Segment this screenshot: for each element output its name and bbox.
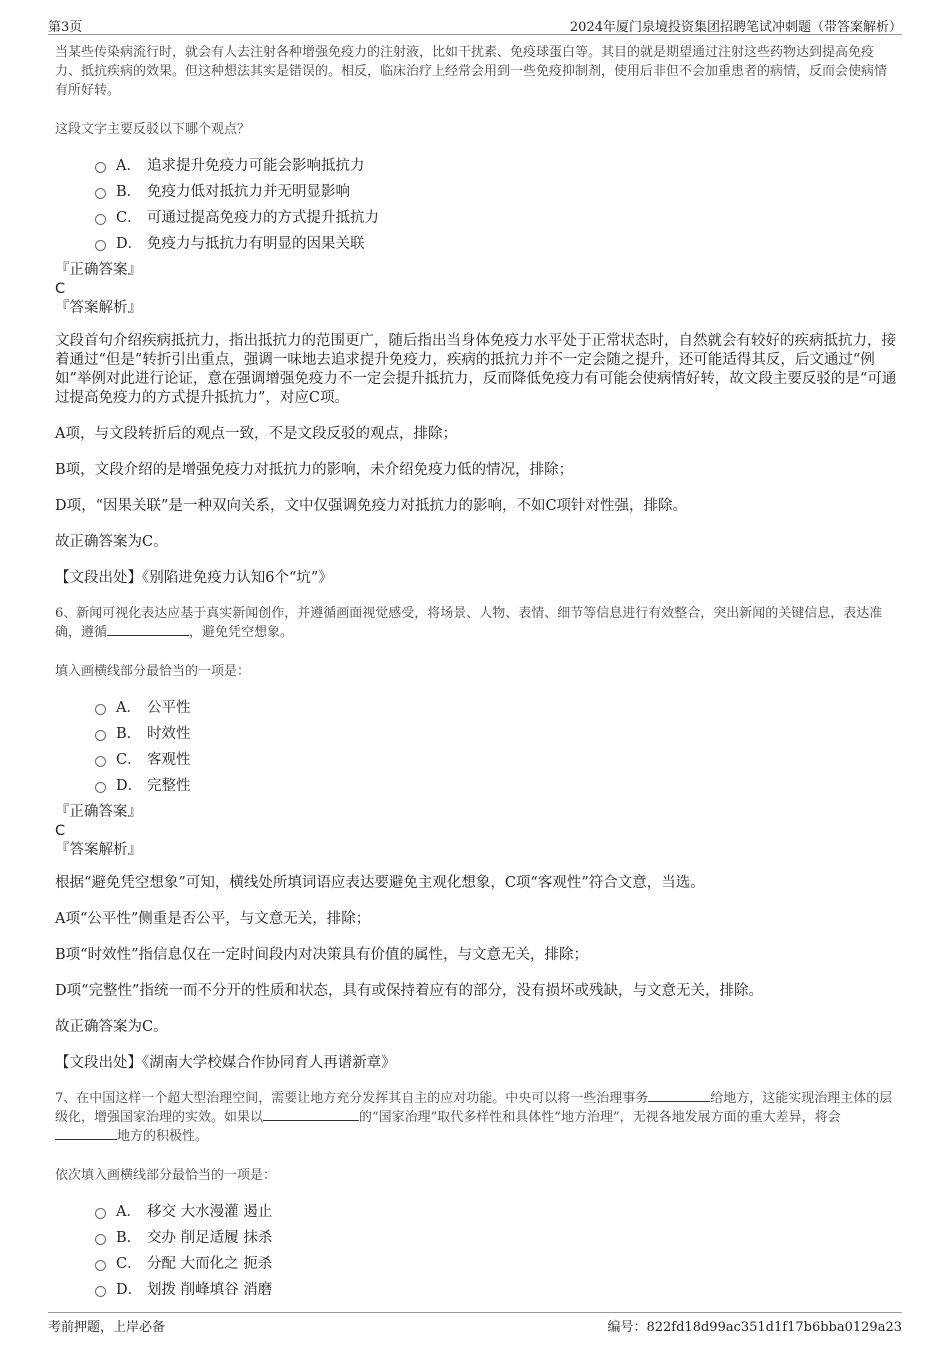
radio-icon[interactable] (95, 162, 106, 173)
q6-source: 【文段出处】《湖南大学校媒合作协同育人再谱新章》 (55, 1055, 396, 1071)
q5-analysis-label: 『答案解析』 (55, 300, 142, 316)
q5-analysis-para: 故正确答案为C。 (55, 534, 168, 550)
q6-question: 填入画横线部分最恰当的一项是： (55, 664, 251, 679)
q7-question: 依次填入画横线部分最恰当的一项是： (55, 1168, 277, 1183)
document-title: 2024年厦门泉境投资集团招聘笔试冲刺题（带答案解析） (569, 20, 902, 35)
q6-analysis-label: 『答案解析』 (55, 842, 142, 858)
q6-answer: C (55, 823, 66, 839)
q6-option-b[interactable]: B． 时效性 (95, 719, 897, 745)
q5-source: 【文段出处】《别陷进免疫力认知6个“坑”》 (55, 570, 333, 586)
q7-options (95, 1197, 897, 1301)
radio-icon[interactable] (95, 1234, 106, 1245)
q5-answer-label: 『正确答案』 (55, 262, 142, 278)
q6-option-d[interactable]: D． 完整性 (95, 771, 897, 797)
q6-analysis-para: A项“公平性”侧重是否公平，与文意无关，排除； (55, 911, 371, 927)
q7-option-a[interactable]: A． 移交 大水漫灌 遏止 (95, 1197, 897, 1223)
radio-icon[interactable] (95, 782, 106, 793)
page-footer (48, 1312, 902, 1333)
radio-icon[interactable] (95, 730, 106, 741)
q5-options (95, 151, 897, 255)
q5-option-a[interactable]: A． 追求提升免疫力可能会影响抵抗力 (95, 151, 897, 177)
radio-icon[interactable] (95, 1286, 106, 1297)
q5-question: 这段文字主要反驳以下哪个观点？ (55, 122, 251, 137)
q6-option-c[interactable]: C． 客观性 (95, 745, 897, 771)
q7-option-c[interactable]: C． 分配 大而化之 扼杀 (95, 1249, 897, 1275)
radio-icon[interactable] (95, 756, 106, 767)
page-content (55, 43, 897, 1301)
q5-analysis-para: B项，文段介绍的是增强免疫力对抵抗力的影响，未介绍免疫力低的情况，排除； (55, 462, 574, 478)
radio-icon[interactable] (95, 240, 106, 251)
radio-icon[interactable] (95, 704, 106, 715)
q6-option-a[interactable]: A． 公平性 (95, 693, 897, 719)
q6-analysis-para: D项“完整性”指统一而不分开的性质和状态，具有或保持着应有的部分，没有损坏或残缺，与文意无关，排除。 (55, 983, 763, 999)
q6-analysis-para: B项“时效性”指信息仅在一定时间段内对决策具有价值的属性，与文意无关，排除； (55, 947, 588, 963)
q5-option-d[interactable]: D． 免疫力与抵抗力有明显的因果关联 (95, 229, 897, 255)
radio-icon[interactable] (95, 1260, 106, 1271)
q7-option-d[interactable]: D． 划拨 削峰填谷 消磨 (95, 1275, 897, 1301)
q5-analysis-para: A项，与文段转折后的观点一致，不是文段反驳的观点，排除； (55, 426, 457, 442)
q6-passage: 6、新闻可视化表达应基于真实新闻创作，并遵循画面视觉感受，将场景、人物、表情、细节等信息进行有效整合，突出新闻的关键信息，表达准确，遵循 ，避免凭空想象。 (55, 606, 883, 640)
q5-option-c[interactable]: C． 可通过提高免疫力的方式提升抵抗力 (95, 203, 897, 229)
footer-slogan: 考前押题，上岸必备 (48, 1320, 166, 1335)
q6-analysis-para: 故正确答案为C。 (55, 1019, 168, 1035)
q7-option-b[interactable]: B． 交办 削足适履 抹杀 (95, 1223, 897, 1249)
q6-answer-label: 『正确答案』 (55, 804, 142, 820)
q5-answer: C (55, 281, 66, 297)
q5-analysis-para: D项，“因果关联”是一种双向关系，文中仅强调免疫力对抵抗力的影响，不如C项针对性强，排除。 (55, 498, 688, 514)
page-number: 第3页 (48, 20, 83, 35)
q7-passage: 7、在中国这样一个超大型治理空间，需要让地方充分发挥其自主的应对功能。中央可以将一些治理事务 给地方，这能实现治理主体的层级化，增强国家治理的实效。如果以 的“国家治理”取代多样性和具体性“地方治理”，无视各地发展方面的重大差异，将会地方的积极性。 (55, 1091, 893, 1144)
fill-blank (263, 1108, 359, 1121)
page-header (48, 14, 902, 35)
radio-icon[interactable] (95, 1208, 106, 1219)
q5-option-b[interactable]: B． 免疫力低对抵抗力并无明显影响 (95, 177, 897, 203)
q6-analysis-para: 根据“避免凭空想象”可知，横线处所填词语应表达要避免主观化想象，C项“客观性”符合文意，当选。 (55, 875, 705, 891)
radio-icon[interactable] (95, 188, 106, 199)
q6-options (95, 693, 897, 797)
q5-analysis-para: 文段首句介绍疾病抵抗力，指出抵抗力的范围更广，随后指出当身体免疫力水平处于正常状态时，自然就会有较好的疾病抵抗力，接着通过“但是”转折引出重点，强调一味地去追求提升免疫力，疾病的抵抗力并不一定会随之提升，还可能适得其反，后文通过“例如”举例对此进行论证，意在强调增强免疫力不一定会提升抵抗力，反而降低免疫力有可能会使病情好转，故文段主要反驳的是“可通过提高免疫力的方式提升抵抗力”，对应C项。 (55, 333, 897, 406)
q5-passage: 当某些传染病流行时，就会有人去注射各种增强免疫力的注射液，比如干扰素、免疫球蛋白等。其目的就是期望通过注射这些药物达到提高免疫力、抵抗疾病的效果。但这种想法其实是错误的。相反，临床治疗上经常会用到一些免疫抑制剂，使用后非但不会加重患者的病情，反而会使病情有所好转。 (55, 45, 888, 98)
fill-blank (648, 1089, 710, 1102)
fill-blank (107, 623, 189, 636)
document-id: 编号：822fd18d99ac351d1f17b6bba0129a23 (607, 1320, 902, 1335)
fill-blank (55, 1127, 117, 1140)
radio-icon[interactable] (95, 214, 106, 225)
